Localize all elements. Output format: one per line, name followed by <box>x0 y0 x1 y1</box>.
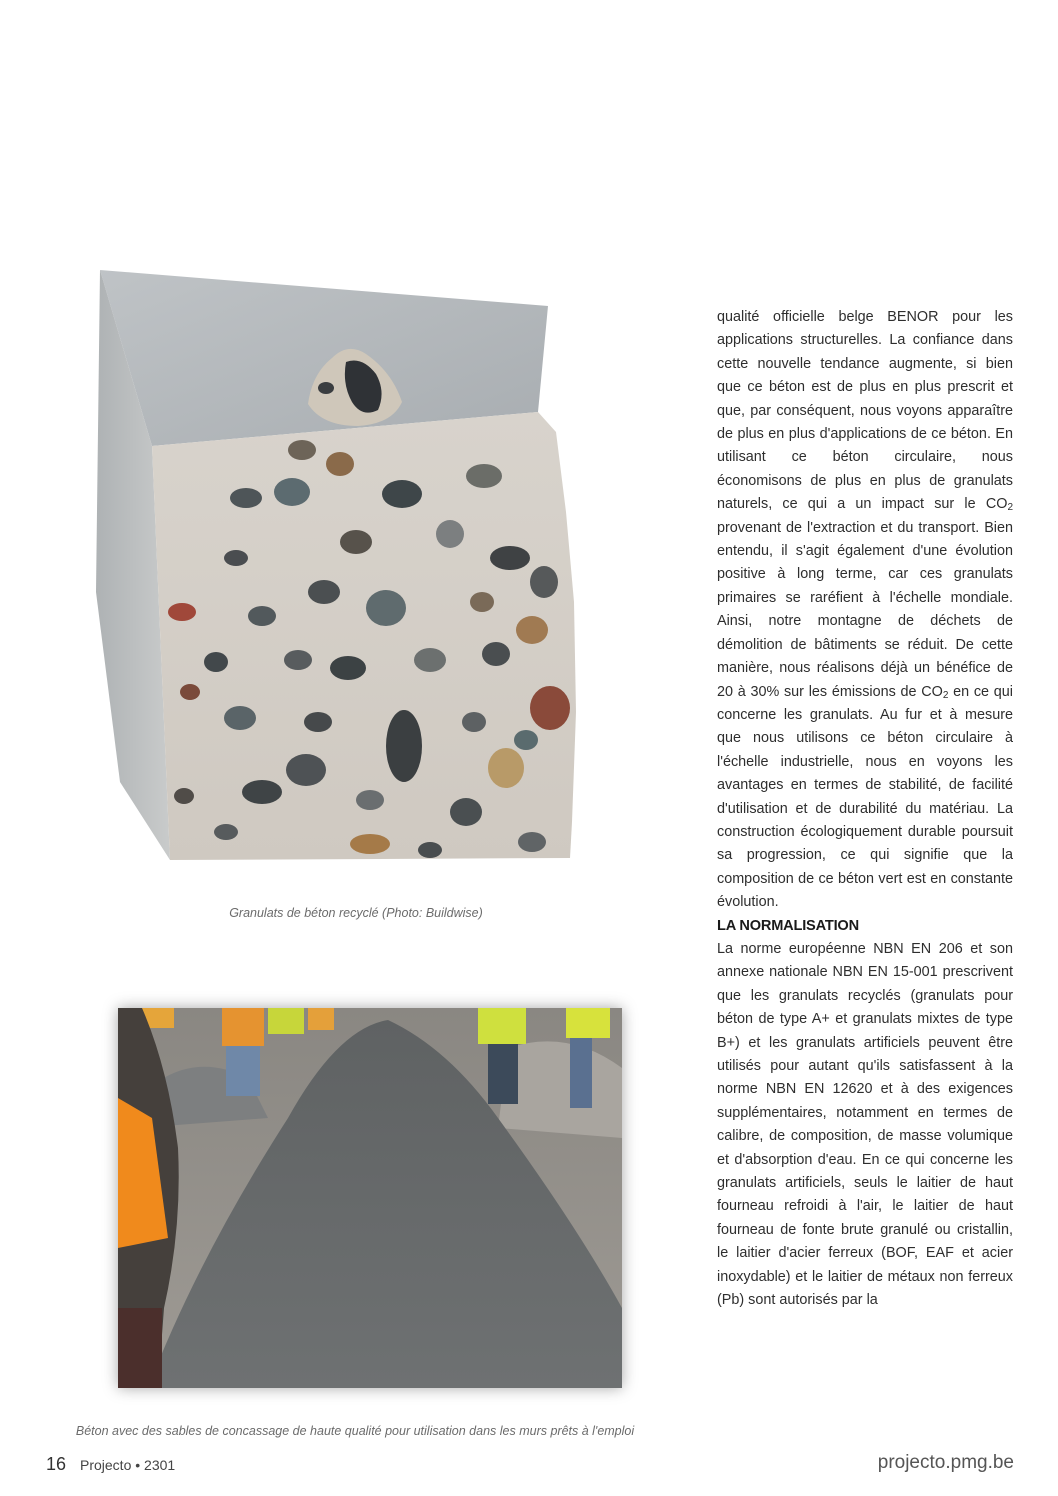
block-photo-caption: Granulats de béton recyclé (Photo: Buildwise) <box>229 906 483 920</box>
section-heading: LA NORMALISATION <box>717 917 859 934</box>
publication-issue: Projecto • 2301 <box>80 1457 176 1473</box>
article-paragraph-normalisation: La norme européenne NBN EN 206 et son annexe nationale NBN EN 15-001 prescrivent que les granulats recyclés (granulats pour béton de type A+ et granulats mixtes de type B+) et les granulats artificiels peuvent être utilisés pour autant qu'ils satisfassent à la norme NBN EN 12620 et à des exigences supplémentaires, notamment en termes de calibre, de composition, de masse volumique et d'absorption d'eau. En ce qui concerne les granulats artificiels, seuls le laitier de haut fourneau refroidi à l'air, le laitier de haut fourneau de fonte brute granulé ou cristallin, le laitier d'acier ferreux (BOF, EAF et acier inoxydable) et le laitier de métaux non ferreux (Pb) sont autorisés par la <box>717 940 1013 1309</box>
page-number: 16 <box>46 1454 67 1474</box>
crushed-sand-pile-photo <box>118 1008 622 1388</box>
pile-photo-caption: Béton avec des sables de concassage de haute qualité pour utilisation dans les murs prêts à l'emploi <box>75 1424 635 1438</box>
article-text-column <box>717 306 1013 1312</box>
recycled-concrete-block-photo <box>86 262 586 866</box>
article-paragraph-intro: qualité officielle belge BENOR pour les applications structurelles. La confiance dans cette nouvelle tendance augmente, si bien que ce béton est de plus en plus prescrit et que, par conséquent, nous voyons apparaître de plus en plus d'applications de ce béton. En utilisant ce béton circulaire, nous économisons de plus en plus de granulats naturels, ce qui a un impact sur le $CO_2$ provenant de l'extraction et du transport. Bien entendu, il s'agit également d'une évolution positive à long terme, car ces granulats primaires se raréfient à l'échelle mondiale. Ainsi, notre montagne de déchets de démolition de bâtiments se réduit. De cette manière, nous réalisons déjà un bénéfice de 20 à 30% sur les émissions de $CO_2$ en ce qui concerne les granulats. Au fur et à mesure que nous utilisons ce béton circulaire à l'échelle industrielle, nous en voyons les avantages en termes de stabilité, de facilité d'utilisation et de durabilité du matériau. La construction écologiquement durable poursuit sa progression, ce qui signifie que la composition de ce béton vert est en constante évolution. <box>717 309 1013 911</box>
website-url: projecto.pmg.be <box>877 1452 1014 1473</box>
